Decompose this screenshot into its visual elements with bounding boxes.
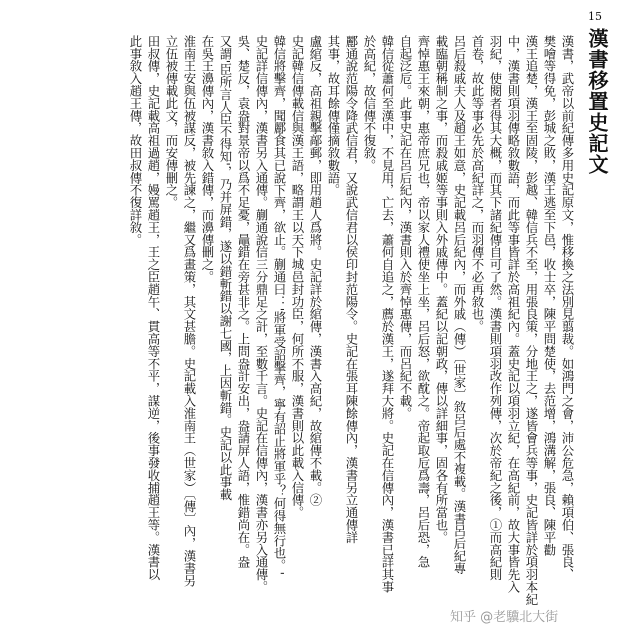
text-line: 呂后殺戚夫人及趙王如意，史記載呂后紀內，而外戚（傳）〔世家〕敘呂后處不複載。漢書呂后紀專 xyxy=(452,35,467,575)
text-line: 中，漢書則項羽傳略敘數語，而此等事皆詳於高祖紀內。蓋史記以項羽立紀，在高紀前，故大事皆先入 xyxy=(506,35,521,593)
body-text xyxy=(10,35,576,605)
text-line: 立伍被傳載此文，而安傳刪之。 xyxy=(164,35,179,209)
text-line: 漢王追楚，漢王至固陵，彭越、韓信兵不至，用張良策，分地王之，遂皆會兵等事，史記皆詳於項羽本紀 xyxy=(524,35,539,605)
page-number: 15 xyxy=(588,10,602,23)
text-line: 史記詳信傳內，漢書另入通傳。蒯通說信三分鼎足之計，至數千言。史記在信傳內，漢書亦另入通傳。 xyxy=(254,35,269,593)
text-line: 此事敘入趙王傳，故田叔傳不復詳敘。 xyxy=(128,35,143,246)
text-line: 漢書，武帝以前紀傳多用史記原文，惟移換之法別見翦裁。如鴻門之會，沛公危急，賴項伯、張良、 xyxy=(560,35,575,581)
text-line: 自起泛卮。此事史記在呂后紀內，漢書則入於齊悼惠傳，而呂紀不載。 xyxy=(398,35,413,420)
text-line: 首卷，故此等事必先於高紀詳之，而羽傳不必再敘也。 xyxy=(470,35,485,333)
text-line: 羽紀，使閱者得其大概，而其下諸紀傳自可了然。漢書則項羽改作列傳，次於帝紀之後，①而高紀則 xyxy=(488,35,503,581)
text-line: 盧綰反，高祖親擊鄗郵，即用趙人爲將。史記詳於綰傳，漢書入高紀，故綰傳不載。② xyxy=(308,35,323,507)
text-line: 吳、楚反，袁盎對景帝以爲不足憂，鼂錯在旁甚非之。上問盎計安出，盎請屏人語，惟錯尚在。盎 xyxy=(236,35,251,569)
text-line: 酈通說范陽令降武信君，又說武信君以侯印封范陽令。史記在張耳陳餘傳內，漢書另立通傳詳 xyxy=(344,35,359,544)
text-line: 田叔傳，史記載高祖過趙，嫚罵趙王，王之臣趙午、貫高等不平，謀逆，後事發收捕趙王等。漢書以 xyxy=(146,35,161,581)
text-line: 史記韓信傳載信與漢王語，略謂王以天下城邑封功臣，何所不服，漢書則以此載入信傳。 xyxy=(290,35,305,519)
text-line: 韓信將擊齊，聞酈食其已說下齊，欲止。蒯通曰：'將軍受詔擊齊，寧有詔止將軍乎？何得無行也。' xyxy=(272,35,287,576)
text-line: 韓信從蕭何至漢中，不見用，亡去，蕭何自追之，薦於漢王，遂拜大將。史記在信傳內，漢書已詳其事 xyxy=(380,35,395,593)
text-line: 於高紀，故信傳不復敘。 xyxy=(362,35,377,172)
text-line: 其事，故耳餘傳僅摘敘數語。 xyxy=(326,35,341,197)
page-title: 漢書移置史記文 xyxy=(585,28,609,175)
text-line: 淮南王安與伍被謀反，被先諫之，繼又爲畫策，其文甚膽。史記載入淮南王（世家）〔傳〕內，漢書另 xyxy=(182,35,197,587)
text-line: 載臨朝稱制之事，而殺戚姬等事則入外戚傳中。蓋紀以記朝政，傳以詳細事，固各有所當也。 xyxy=(434,35,449,544)
text-line: 在吳王濞傳內，漢書敘入錯傳，而濞傳刪之。 xyxy=(200,35,215,283)
text-line: 齊悼惠王來朝，惠帝庶兄也，帝以家人禮使坐上坐，呂后怒，欲酖之。帝起取卮爲壽，呂后恐，急 xyxy=(416,35,431,569)
watermark: 知乎 @老驥北大街 xyxy=(450,610,559,625)
text-line: 又謂'臣所言人臣不得知'，乃并屏錯，遂以錯斬錯以謝七國，上因斬錯。史記以此事載 xyxy=(218,35,233,501)
text-line: 樊噲等得免，彭城之敗，漢王逃至下邑，收士卒，陳平問楚使，去范增，鴻溝解，張良、陳平勸 xyxy=(542,35,557,556)
